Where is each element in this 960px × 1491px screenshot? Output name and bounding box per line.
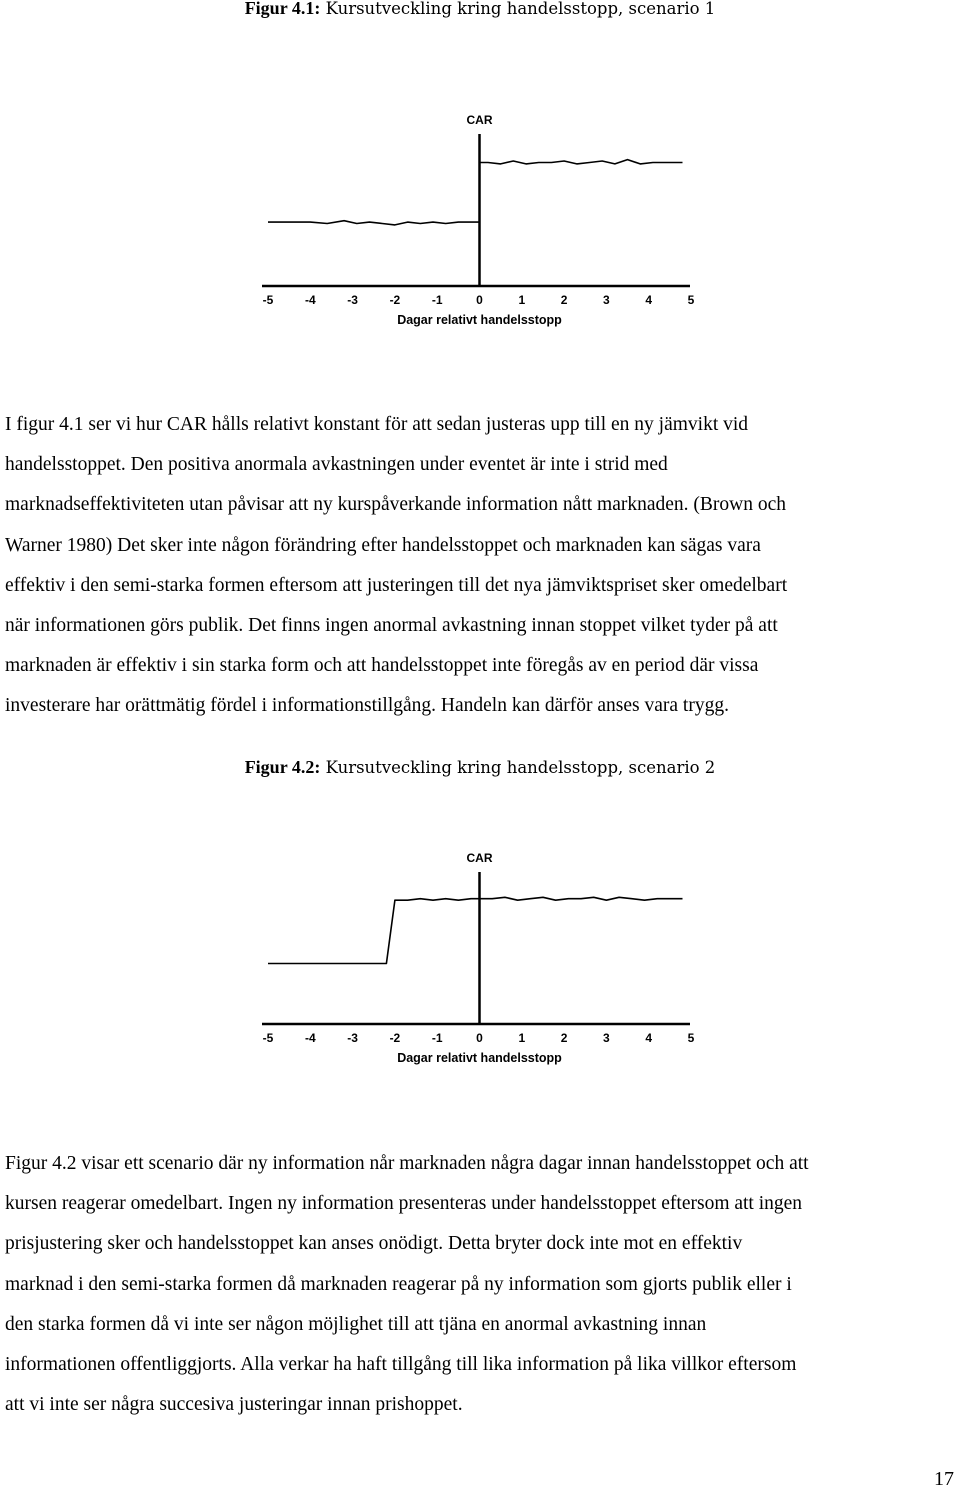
figure-2-x-label: Dagar relativt handelsstopp — [397, 1051, 562, 1065]
figure-2-tick-label: 5 — [687, 1031, 695, 1045]
figure-1-tick-label: -2 — [389, 293, 401, 307]
figure-1-tick-label: 2 — [560, 293, 568, 307]
figure-1-svg — [0, 0, 960, 400]
figure-2-tick-label: -3 — [347, 1031, 358, 1045]
figure-1-tick-label: 4 — [645, 293, 653, 307]
figure-1-chart — [0, 0, 960, 400]
figure-1-tick-label: 0 — [476, 293, 483, 307]
figure-1-tick-label: 3 — [603, 293, 610, 307]
figure-1-y-label: CAR — [466, 113, 493, 127]
figure-1-tick-label: 5 — [687, 293, 695, 307]
paragraph-2: Figur 4.2 visar ett scenario där ny information når marknaden några dagar innan handelsstoppet och att kursen reagerar omedelbart. Ingen ny information presenteras under handelsstoppet eftersom att ingen prisjustering sker och handelsstoppet kan anses onödigt. Detta bryter dock inte mot en effektiv marknad i den semi-starka formen då marknaden reagerar på ny information som gjorts publik eller i den starka formen då vi inte ser någon möjlighet till att tjäna en anormal avkastning innan informationen offentliggjorts. Alla verkar ha haft tillgång till lika information på lika villkor eftersom att vi inte ser några succesiva justeringar innan prishoppet. — [5, 1153, 809, 1416]
figure-2-tick-label: 4 — [645, 1031, 653, 1045]
figure-2-caption-text: Kursutveckling kring handelsstopp, scenario 2 — [320, 758, 716, 777]
figure-2-chart — [0, 738, 960, 1138]
figure-2-tick-label: 2 — [560, 1031, 568, 1045]
figure-2-y-label: CAR — [466, 851, 493, 865]
figure-1-caption-label: Figur 4.1: — [244, 0, 321, 18]
figure-2-series-line — [268, 897, 683, 963]
paragraph-1: I figur 4.1 ser vi hur CAR hålls relativt konstant för att sedan justeras upp till en ny jämvikt vid handelsstoppet. Den positiva anormala avkastningen under eventet är inte i strid med marknadseffektiviteten utan påvisar att ny kurspåverkande information nått marknaden. (Brown och Warner 1980) Det sker inte någon förändring efter handelsstoppet och marknaden kan sägas vara effektiv i den semi-starka formen eftersom att justeringen till det nya jämviktspriset sker omedelbart när informationen görs publik. Det finns ingen anormal avkastning innan stoppet vilket tyder på att marknaden är effektiv i sin starka form och att handelsstoppet inte föregås av en period där vissa investerare har orättmätig fördel i informationstillgång. Handeln kan därför anses vara trygg. — [5, 414, 788, 717]
figure-1-tick-label: -3 — [347, 293, 358, 307]
figure-1-tick-label: -5 — [262, 293, 274, 307]
page-number: 17 — [934, 1468, 954, 1490]
figure-2-tick-label: 1 — [518, 1031, 526, 1045]
figure-1-tick-label: -1 — [431, 293, 443, 307]
figure-2-tick-label: 0 — [476, 1031, 483, 1045]
figure-2-tick-label: -2 — [389, 1031, 401, 1045]
figure-1-x-label: Dagar relativt handelsstopp — [397, 313, 562, 327]
figure-1-tick-label: 1 — [518, 293, 526, 307]
figure-1-caption-text: Kursutveckling kring handelsstopp, scenario 1 — [320, 0, 716, 18]
figure-1-tick-label: -4 — [304, 293, 316, 307]
figure-2-tick-label: 3 — [603, 1031, 610, 1045]
figure-1-series-line — [268, 160, 683, 225]
figure-2-caption-label: Figur 4.2: — [244, 757, 321, 777]
figure-2-tick-label: -4 — [304, 1031, 316, 1045]
figure-2-tick-label: -1 — [431, 1031, 443, 1045]
figure-2-tick-label: -5 — [262, 1031, 274, 1045]
figure-2-svg — [0, 738, 960, 1138]
